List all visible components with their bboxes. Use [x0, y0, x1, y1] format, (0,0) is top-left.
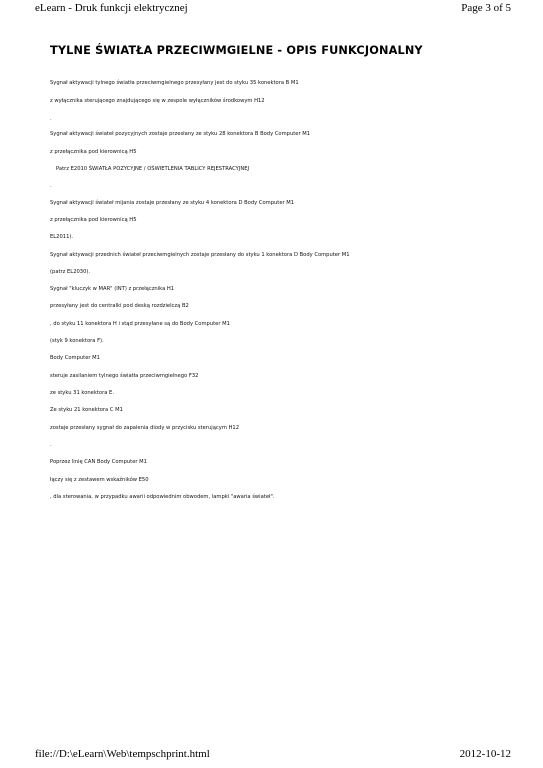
body-line: Poprzez linię CAN Body Computer M1: [50, 459, 147, 465]
header-title: eLearn - Druk funkcji elektrycznej: [35, 2, 188, 14]
page-number: Page 3 of 5: [461, 2, 511, 14]
body-line: łączy się z zestawem wskaźników E50: [50, 477, 149, 483]
page-header: [35, 2, 511, 16]
body-line: z przełącznika pod kierownicą H5: [50, 149, 137, 155]
body-line: .: [50, 116, 52, 122]
body-line: Sygnał aktywacji świateł pozycyjnych zostaje przesłany ze styku 28 konektora B Body Computer M1: [50, 131, 311, 137]
body-line: , dla sterowania, w przypadku awarii odpowiednim obwodem, lampki "awaria świateł".: [50, 494, 275, 500]
body-line: przesyłany jest do centralki pod deską rozdzielczą B2: [50, 303, 189, 309]
body-line: z wyłącznika sterującego znajdującego się w zespole wyłączników środkowym H12: [50, 98, 265, 104]
body-line: Sygnał "kluczyk w MAR" (INT) z przełącznika H1: [50, 286, 175, 292]
body-line: Ze styku 21 konektora C M1: [50, 407, 123, 413]
file-path: file://D:\eLearn\Web\tempschprint.html: [35, 748, 210, 760]
page-footer: [35, 748, 511, 762]
body-line: .: [50, 442, 52, 448]
body-line: Sygnał aktywacji tylnego światła przeciwmgielnego przesyłany jest do styku 35 konektora B M1: [50, 80, 299, 86]
body-line: ze styku 31 konektora E.: [50, 390, 114, 396]
document-title: TYLNE ŚWIATŁA PRZECIWMGIELNE - OPIS FUNKCJONALNY: [50, 44, 423, 57]
body-line: Body Computer M1: [50, 355, 100, 361]
body-line: Patrz E2010 ŚWIATŁA POZYCYJNE / OŚWIETLENIA TABLICY REJESTRACYJNEJ: [56, 166, 250, 172]
body-line: steruje zasilaniem tylnego światła przeciwmgielnego F32: [50, 373, 199, 379]
body-line: zostaje przesłany sygnał do zapalenia diody w przycisku sterującym H12: [50, 425, 240, 431]
body-line: .: [50, 183, 52, 189]
body-line: z przełącznika pod kierownicą H5: [50, 217, 137, 223]
body-line: Sygnał aktywacji świateł mijania zostaje przesłany ze styku 4 konektora D Body Computer M1: [50, 200, 295, 206]
body-line: (styk 9 konektora F).: [50, 338, 104, 344]
print-date: 2012-10-12: [459, 748, 511, 760]
body-line: EL2011).: [50, 234, 74, 240]
body-line: Sygnał aktywacji przednich świateł przeciwmgielnych zostaje przesłany do styku 1 konektora D Body Computer M1: [50, 252, 350, 258]
body-line: (patrz EL2030).: [50, 269, 91, 275]
body-line: , do styku 11 konektora H i stąd przesyłane są do Body Computer M1: [50, 321, 230, 327]
